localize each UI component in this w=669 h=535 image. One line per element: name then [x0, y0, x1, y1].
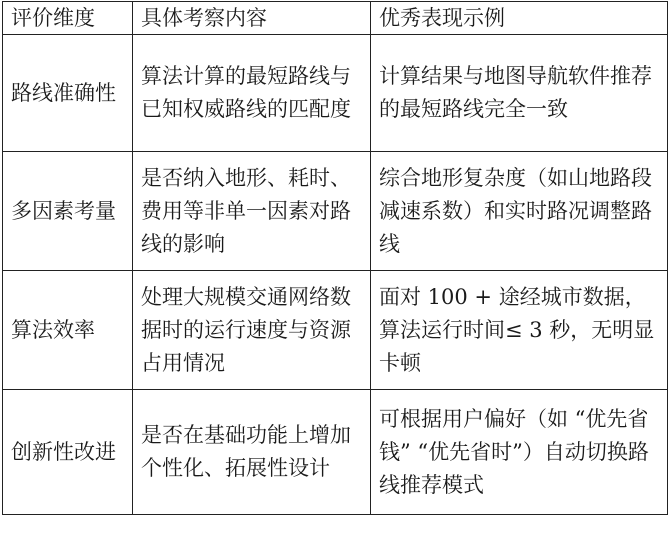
dimension-cell [3, 152, 133, 271]
content-cell [133, 35, 371, 152]
dimension-cell [3, 390, 133, 515]
content-text: 是否纳入地形、耗时、费用等非单一因素对路线的影响 [141, 165, 351, 256]
header-example: 优秀表现示例 [371, 2, 668, 35]
dimension-cell [3, 35, 133, 152]
dimension-text: 创新性改进 [11, 439, 116, 464]
example-text: 综合地形复杂度（如山地路段减速系数）和实时路况调整路线 [379, 165, 652, 256]
table-row [3, 152, 668, 271]
table-header-row [3, 2, 668, 35]
content-cell [133, 152, 371, 271]
example-cell [371, 271, 668, 390]
example-cell [371, 35, 668, 152]
content-text: 算法计算的最短路线与已知权威路线的匹配度 [141, 64, 351, 121]
example-cell [371, 390, 668, 515]
table-row [3, 271, 668, 390]
table-row [3, 390, 668, 515]
dimension-text: 算法效率 [11, 317, 95, 342]
dimension-cell [3, 271, 133, 390]
content-cell [133, 390, 371, 515]
example-text: 可根据用户偏好（如 “优先省钱” “优先省时”）自动切换路线推荐模式 [379, 406, 649, 497]
header-dimension: 评价维度 [3, 2, 133, 35]
example-cell [371, 152, 668, 271]
header-content: 具体考察内容 [133, 2, 371, 35]
content-text: 是否在基础功能上增加个性化、拓展性设计 [141, 423, 351, 480]
content-text: 处理大规模交通网络数据时的运行速度与资源占用情况 [141, 284, 351, 375]
example-text: 计算结果与地图导航软件推荐的最短路线完全一致 [379, 64, 652, 121]
table-row [3, 35, 668, 152]
content-cell [133, 271, 371, 390]
dimension-text: 多因素考量 [11, 198, 116, 223]
evaluation-table [2, 1, 668, 515]
example-text: 面对 100 + 途经城市数据，算法运行时间≤ 3 秒，无明显卡顿 [379, 284, 655, 375]
dimension-text: 路线准确性 [11, 80, 116, 105]
